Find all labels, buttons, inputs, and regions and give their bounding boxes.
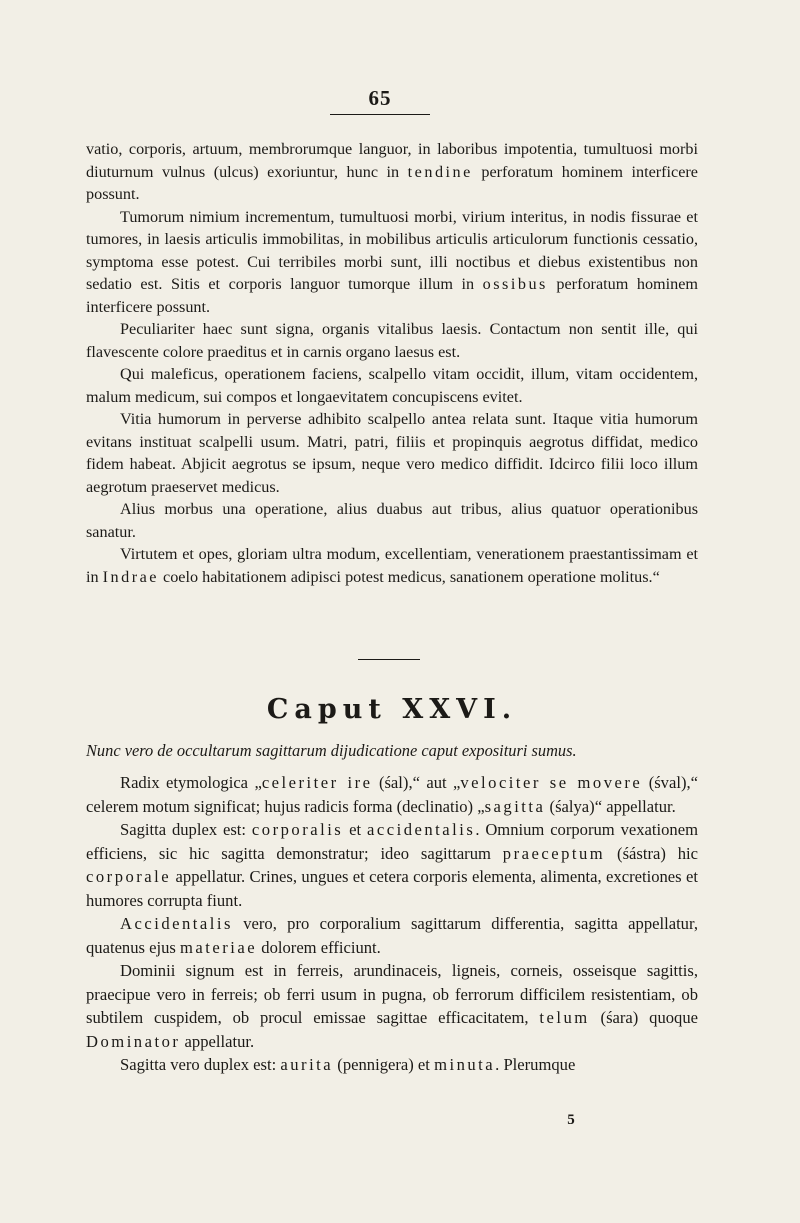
spaced-emphasis-text: praeceptum [502,843,606,863]
paragraph-text: Sagitta duplex est: [120,820,252,839]
paragraph-text: dolorem efficiunt. [257,937,381,957]
paragraph-text: Tumorum nimium incrementum, tumultuosi morbi, virium interitus, in nodis fissurae et tumores, in laesis articulis immobilitas, in mobilibus articulis articulorum functionis cessatio, symptoma esse potest. Cui terribiles morbi sunt, illi noctibus et diebus existentibus non sedatio est. Sitis et corporis languor tumorque illum in [86,207,698,293]
spaced-emphasis-text: Indrae [102,567,159,586]
paragraph-text: (śalya)“ appellatur. [545,796,676,816]
paragraph [86,363,698,408]
paragraph-text: Radix etymologica „ [120,773,262,792]
paragraph [86,543,698,588]
spaced-emphasis-text: materiae [180,937,258,957]
paragraph-text: Vitia humorum in perverse adhibito scalpello antea relata sunt. Itaque vitia humorum evitans instituat scalpelli usum. Matri, patri, filiis et propinquis aegrotus diffidat, medico fidem habeat. Abjicit aegrotus se ipsum, neque vero medico diffidit. Idcirco filii loco illum aegrotum praeservet medicus. [86,410,698,496]
paragraph [86,138,698,206]
paragraph-text: appellatur. [180,1031,255,1051]
chapter-heading: Caput XXVI. [266,694,518,725]
spaced-emphasis-text: celeriter ire [261,773,373,792]
paragraph-text: perforatum hominem interficere possunt. [86,275,699,316]
paragraph-text: Qui maleficus, operationem faciens, scalpello vitam occidit, illum, vitam occidentem, malum medicum, sui compos et longaevitatem concupiscens evitet. [86,365,698,406]
paragraph [86,959,698,1053]
paragraph-text: vero, pro corporalium sagittarum differentia, sagitta appellatur, quatenus ejus [86,914,698,957]
paragraph-text: (śal),“ aut „ [372,773,461,792]
paragraph-text: (śástra) hic [605,843,699,863]
spaced-emphasis-text: sagitta [484,796,546,816]
paragraph-text: appellatur. Crines, ungues et cetera corporis elementa, alimenta, excretiones et humores corrupta fiunt. [86,867,698,910]
paragraph-text: Peculiariter haec sunt signa, organis vitalibus laesis. Contactum non sentit ille, qui flavescente colore praeditus et in carnis organo laesus est. [86,320,698,361]
spaced-emphasis-text: minuta [434,1055,496,1074]
chapter-subtitle: Nunc vero de occultarum sagittarum dijudicatione caput exposituri sumus. [86,741,577,760]
paragraph [86,408,698,498]
paragraph-text: Dominii signum est in ferreis, arundinaceis, ligneis, corneis, osseisque sagittis, praecipue vero in ferreis; ob ferri usum in pugna, ob ferrorum difficilem resistentiam, ob subtilem cuspidem, ob procul emissae sagittae efficacitatem, [86,961,698,1027]
spaced-emphasis-text: Dominator [86,1031,181,1051]
paragraph-text: Sagitta vero duplex est: [120,1055,281,1074]
spaced-emphasis-text: aurita [280,1055,334,1074]
header-rule [330,114,430,115]
paragraph-text: et [343,820,367,839]
paragraph [86,1053,698,1077]
paragraph-text: perforatum hominem interficere possunt. [86,162,698,203]
body-text-part1 [86,138,698,588]
paragraph-text: Virtutem et opes, gloriam ultra modum, excellentiam, venerationem praestantissimam et in [86,545,698,586]
paragraph [86,912,698,959]
spaced-emphasis-text: ossibus [482,275,548,293]
spaced-emphasis-text: velociter se movere [460,773,643,792]
spaced-emphasis-text: tendine [407,162,473,181]
paragraph [86,771,698,818]
paragraph [86,498,698,543]
body-text-part2 [86,771,698,1077]
paragraph-text: . Omnium corporum vexationem efficiens, sic hic sagitta demonstratur; ideo sagittarum [86,820,698,863]
paragraph-text: vatio, corporis, artuum, membrorumque languor, in laboribus impotentia, tumultuosi morbi diuturnum vulnus (ulcus) exoriuntur, hunc in [86,140,698,181]
page-number: 65 [368,86,392,110]
spaced-emphasis-text: Accidentalis [120,914,233,933]
spaced-emphasis-text: corporalis [251,820,344,839]
paragraph [86,818,698,912]
spaced-emphasis-text: corporale [86,867,172,886]
section-divider [358,659,420,660]
paragraph-text: . Plerumque [495,1055,576,1074]
paragraph-text: (śara) quoque [589,1008,698,1027]
signature-mark: 5 [567,1112,575,1128]
paragraph-text: coelo habitationem adipisci potest medicus, sanationem operatione molitus.“ [158,567,660,586]
paragraph-text: (pennigera) et [333,1055,435,1074]
paragraph-text: Alius morbus una operatione, alius duabus aut tribus, alius quatuor operationibus sanatur. [86,500,698,541]
paragraph-text: (śval),“ celerem motum significat; hujus radicis forma (declinatio) „ [86,773,698,816]
paragraph [86,206,698,319]
spaced-emphasis-text: telum [539,1008,590,1027]
paragraph [86,318,698,363]
spaced-emphasis-text: accidentalis [366,820,476,839]
